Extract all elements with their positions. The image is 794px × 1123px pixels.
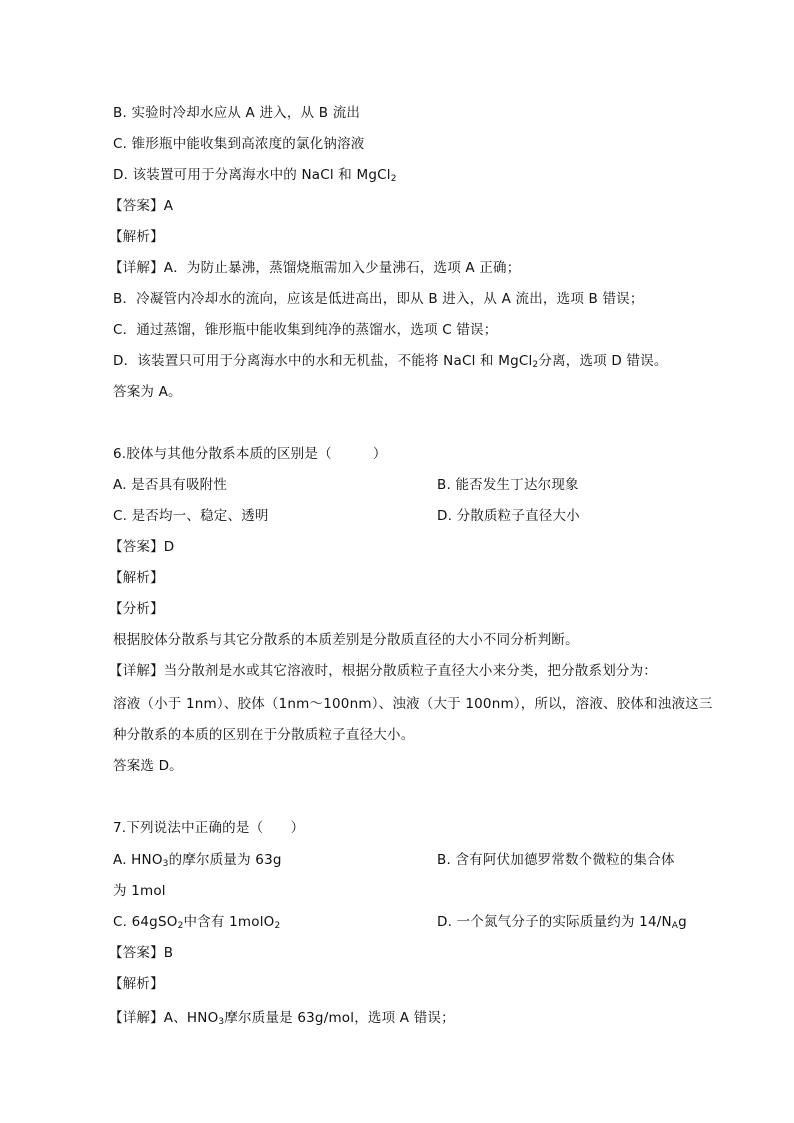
q6-detail-2: 溶液（小于 1nm）、胶体（1nm～100nm）、浊液（大于 100nm），所以，溶液、胶体和浊液这三: [113, 696, 713, 712]
q5-detail-2: B．冷凝管内冷却水的流向，应该是低进高出，即从 B 进入，从 A 流出，选项 B 错误；: [113, 291, 644, 307]
q5-analysis-heading: 【解析】: [109, 229, 164, 245]
q5-final-answer: 答案为 A。: [113, 384, 182, 400]
q7-answer: 【答案】B: [109, 945, 174, 961]
q6-option-b: B. 能否发生丁达尔现象: [437, 477, 579, 493]
q5-option-d: D. 该装置可用于分离海水中的 NaCl 和 MgCl$_2$: [113, 167, 397, 184]
q6-analysis-heading: 【解析】: [109, 570, 164, 586]
q7-option-b-continued: 为 1mol: [113, 883, 166, 899]
q5-answer: 【答案】A: [109, 198, 174, 214]
q5-option-c: C. 锥形瓶中能收集到高浓度的氯化钠溶液: [113, 136, 365, 152]
q7-option-c: C. 64gSO$_2$中含有 1molO$_2$: [113, 914, 281, 931]
q6-final-answer: 答案选 D。: [113, 758, 183, 774]
q5-option-b: B. 实验时冷却水应从 A 进入，从 B 流出: [113, 105, 361, 121]
q7-stem: 7.下列说法中正确的是（ ）: [113, 820, 305, 836]
q6-fenxi-heading: 【分析】: [109, 601, 164, 617]
q7-detail-1: 【详解】A、$HNO_3$摩尔质量是 63g/mol，选项 A 错误；: [109, 1010, 455, 1027]
q6-answer: 【答案】D: [109, 539, 175, 555]
q6-detail-3: 种分散系的本质的区别在于分散质粒子直径大小。: [113, 727, 415, 743]
q5-detail-3: C．通过蒸馏，锥形瓶中能收集到纯净的蒸馏水，选项 C 错误；: [113, 322, 498, 338]
q7-option-b: B. 含有阿伏加德罗常数个微粒的集合体: [437, 852, 675, 868]
q5-detail-1: 【详解】A．为防止暴沸，蒸馏烧瓶需加入少量沸石，选项 A 正确；: [109, 260, 521, 276]
q7-analysis-heading: 【解析】: [109, 976, 164, 992]
q6-option-d: D. 分散质粒子直径大小: [437, 508, 580, 524]
q6-option-c: C. 是否均一、稳定、透明: [113, 508, 269, 524]
q7-option-a: A. $HNO_3$的摩尔质量为 63g: [113, 852, 282, 869]
q5-detail-4: D．该装置只可用于分离海水中的水和无机盐，不能将 NaCl 和 MgCl$_2$分离，选项 D 错误。: [113, 353, 668, 370]
q6-option-a: A. 是否具有吸附性: [113, 477, 228, 493]
q6-detail-1: 【详解】当分散剂是水或其它溶液时，根据分散质粒子直径大小来分类，把分散系划分为：: [109, 663, 657, 679]
q7-option-d: D. 一个氮气分子的实际质量约为 $14/N_Ag$: [437, 914, 687, 931]
q6-stem: 6.胶体与其他分散系本质的区别是（ ）: [113, 446, 387, 462]
q6-reasoning: 根据胶体分散系与其它分散系的本质差别是分散质直径的大小不同分析判断。: [113, 632, 579, 648]
